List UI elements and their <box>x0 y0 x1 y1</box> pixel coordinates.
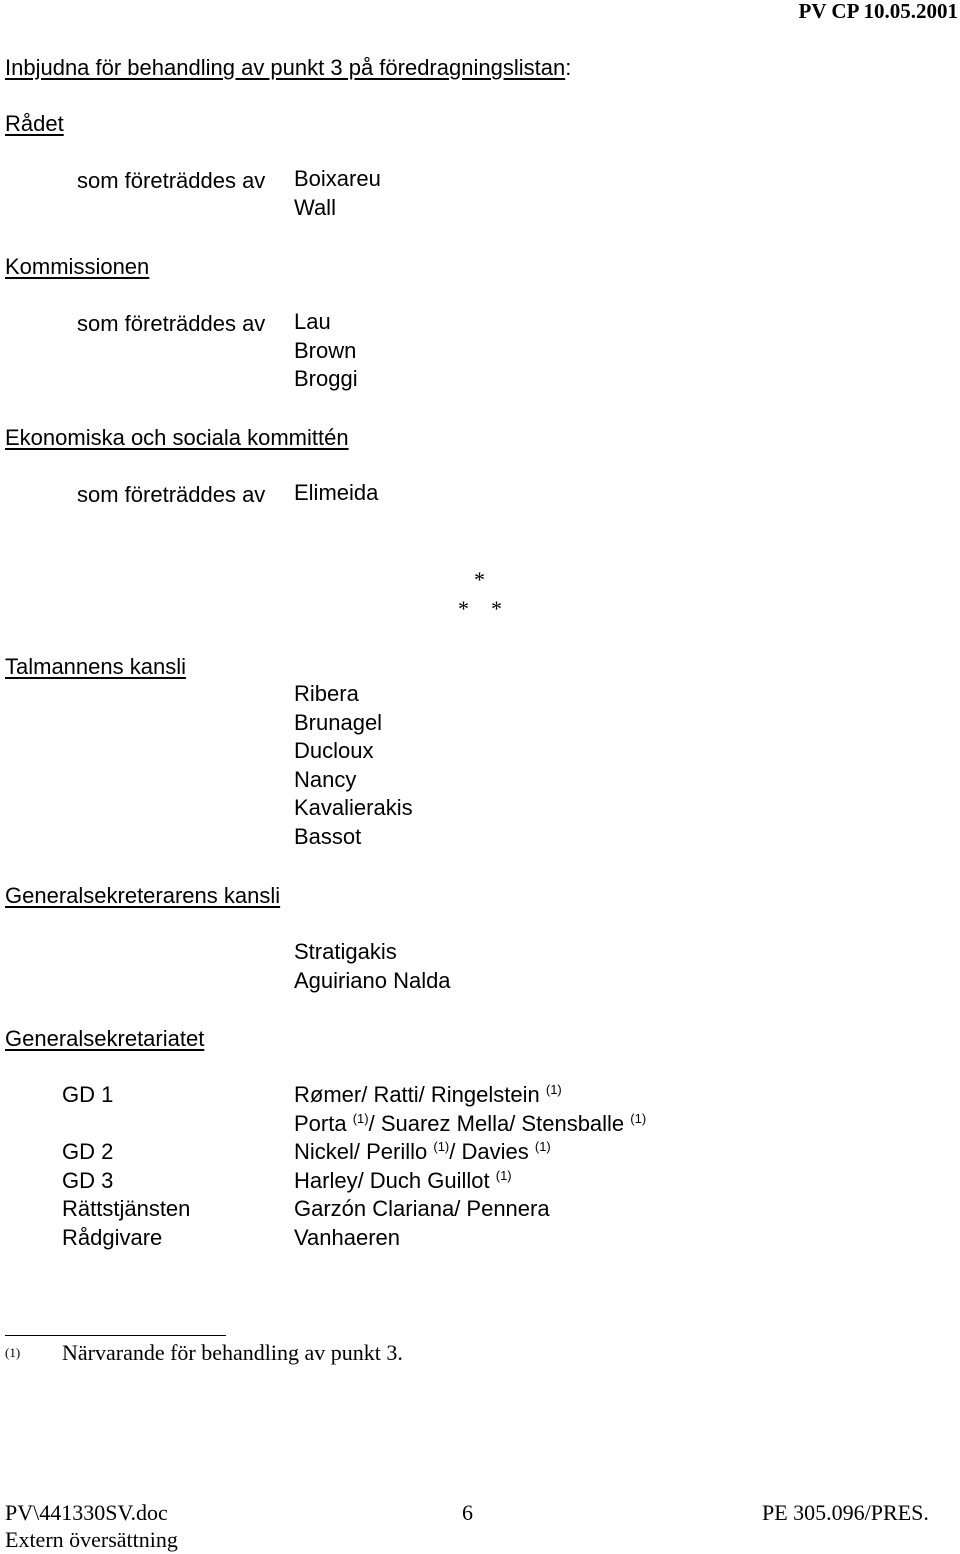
kommissionen-name: Brown <box>294 337 357 363</box>
invited-heading <box>5 55 571 81</box>
talmannens-name: Ducloux <box>294 738 374 764</box>
talmannens-name: Kavalierakis <box>294 795 413 821</box>
kommissionen-name: Broggi <box>294 366 358 392</box>
radet-title: Rådet <box>5 111 64 136</box>
kommissionen-names <box>294 308 358 394</box>
invited-heading-colon: : <box>565 55 572 80</box>
kommissionen-represented-by: som företräddes av <box>77 311 266 336</box>
gs-department: Rådgivare <box>62 1224 163 1250</box>
gs-people-row: Rømer/ Ratti/ Ringelstein $^{(1)}$ <box>294 1082 562 1107</box>
asterisk-divider-top: * <box>474 567 485 592</box>
talmannens-name: Bassot <box>294 823 362 849</box>
gs-department: GD 2 <box>62 1139 114 1165</box>
footer-doc-id: PV\441330SV.doc <box>5 1500 168 1525</box>
radet-names <box>294 165 381 222</box>
esk-names <box>294 479 378 508</box>
footnote-mark: (1) <box>5 1345 21 1360</box>
gs-department: GD 3 <box>62 1167 114 1193</box>
footnote-text: Närvarande för behandling av punkt 3. <box>62 1340 403 1365</box>
footnote-separator <box>5 1335 226 1336</box>
talmannens-names <box>294 680 413 852</box>
footer-page-number: 6 <box>462 1500 473 1525</box>
kommissionen-title: Kommissionen <box>5 254 150 279</box>
gs-kansli-name: Stratigakis <box>294 939 397 964</box>
talmannens-name: Brunagel <box>294 709 383 735</box>
generalsekretariatet-title: Generalsekretariatet <box>5 1026 205 1051</box>
gs-people-row: Harley/ Duch Guillot $^{(1)}$ <box>294 1167 512 1193</box>
gs-kansli-name: Aguiriano Nalda <box>294 967 451 993</box>
radet-name: Wall <box>294 194 336 220</box>
gs-department: GD 1 <box>62 1082 114 1107</box>
asterisk-divider-bottom: * * <box>458 596 502 621</box>
gs-people <box>294 1081 646 1253</box>
gs-kansli-title: Generalsekreterarens kansli <box>5 883 281 908</box>
footer-translation-note: Extern översättning <box>5 1527 178 1552</box>
gs-kansli-names <box>294 938 451 995</box>
gs-people-row: Nickel/ Perillo $^{(1)}$/ Davies $^{(1)}$ <box>294 1139 551 1165</box>
talmannens-title: Talmannens kansli <box>5 654 186 679</box>
gs-people-row: Porta $^{(1)}$/ Suarez Mella/ Stensballe $^{(1)}$ <box>294 1110 647 1136</box>
talmannens-name: Ribera <box>294 681 359 706</box>
kommissionen-name: Lau <box>294 309 331 334</box>
gs-department <box>62 1110 190 1139</box>
esk-name: Elimeida <box>294 480 379 505</box>
invited-heading-text: Inbjudna för behandling av punkt 3 på föredragningslistan <box>5 55 566 80</box>
talmannens-name: Nancy <box>294 766 357 792</box>
document-code: PV CP 10.05.2001 <box>798 0 958 23</box>
esk-represented-by: som företräddes av <box>77 482 266 507</box>
gs-departments <box>62 1081 190 1253</box>
gs-department: Rättstjänsten <box>62 1196 191 1222</box>
radet-name: Boixareu <box>294 166 381 191</box>
footer-reference: PE 305.096/PRES. <box>762 1500 929 1525</box>
gs-people-row: Vanhaeren <box>294 1224 401 1250</box>
radet-represented-by: som företräddes av <box>77 168 266 193</box>
gs-people-row: Garzón Clariana/ Pennera <box>294 1196 550 1222</box>
esk-title: Ekonomiska och sociala kommittén <box>5 425 349 450</box>
